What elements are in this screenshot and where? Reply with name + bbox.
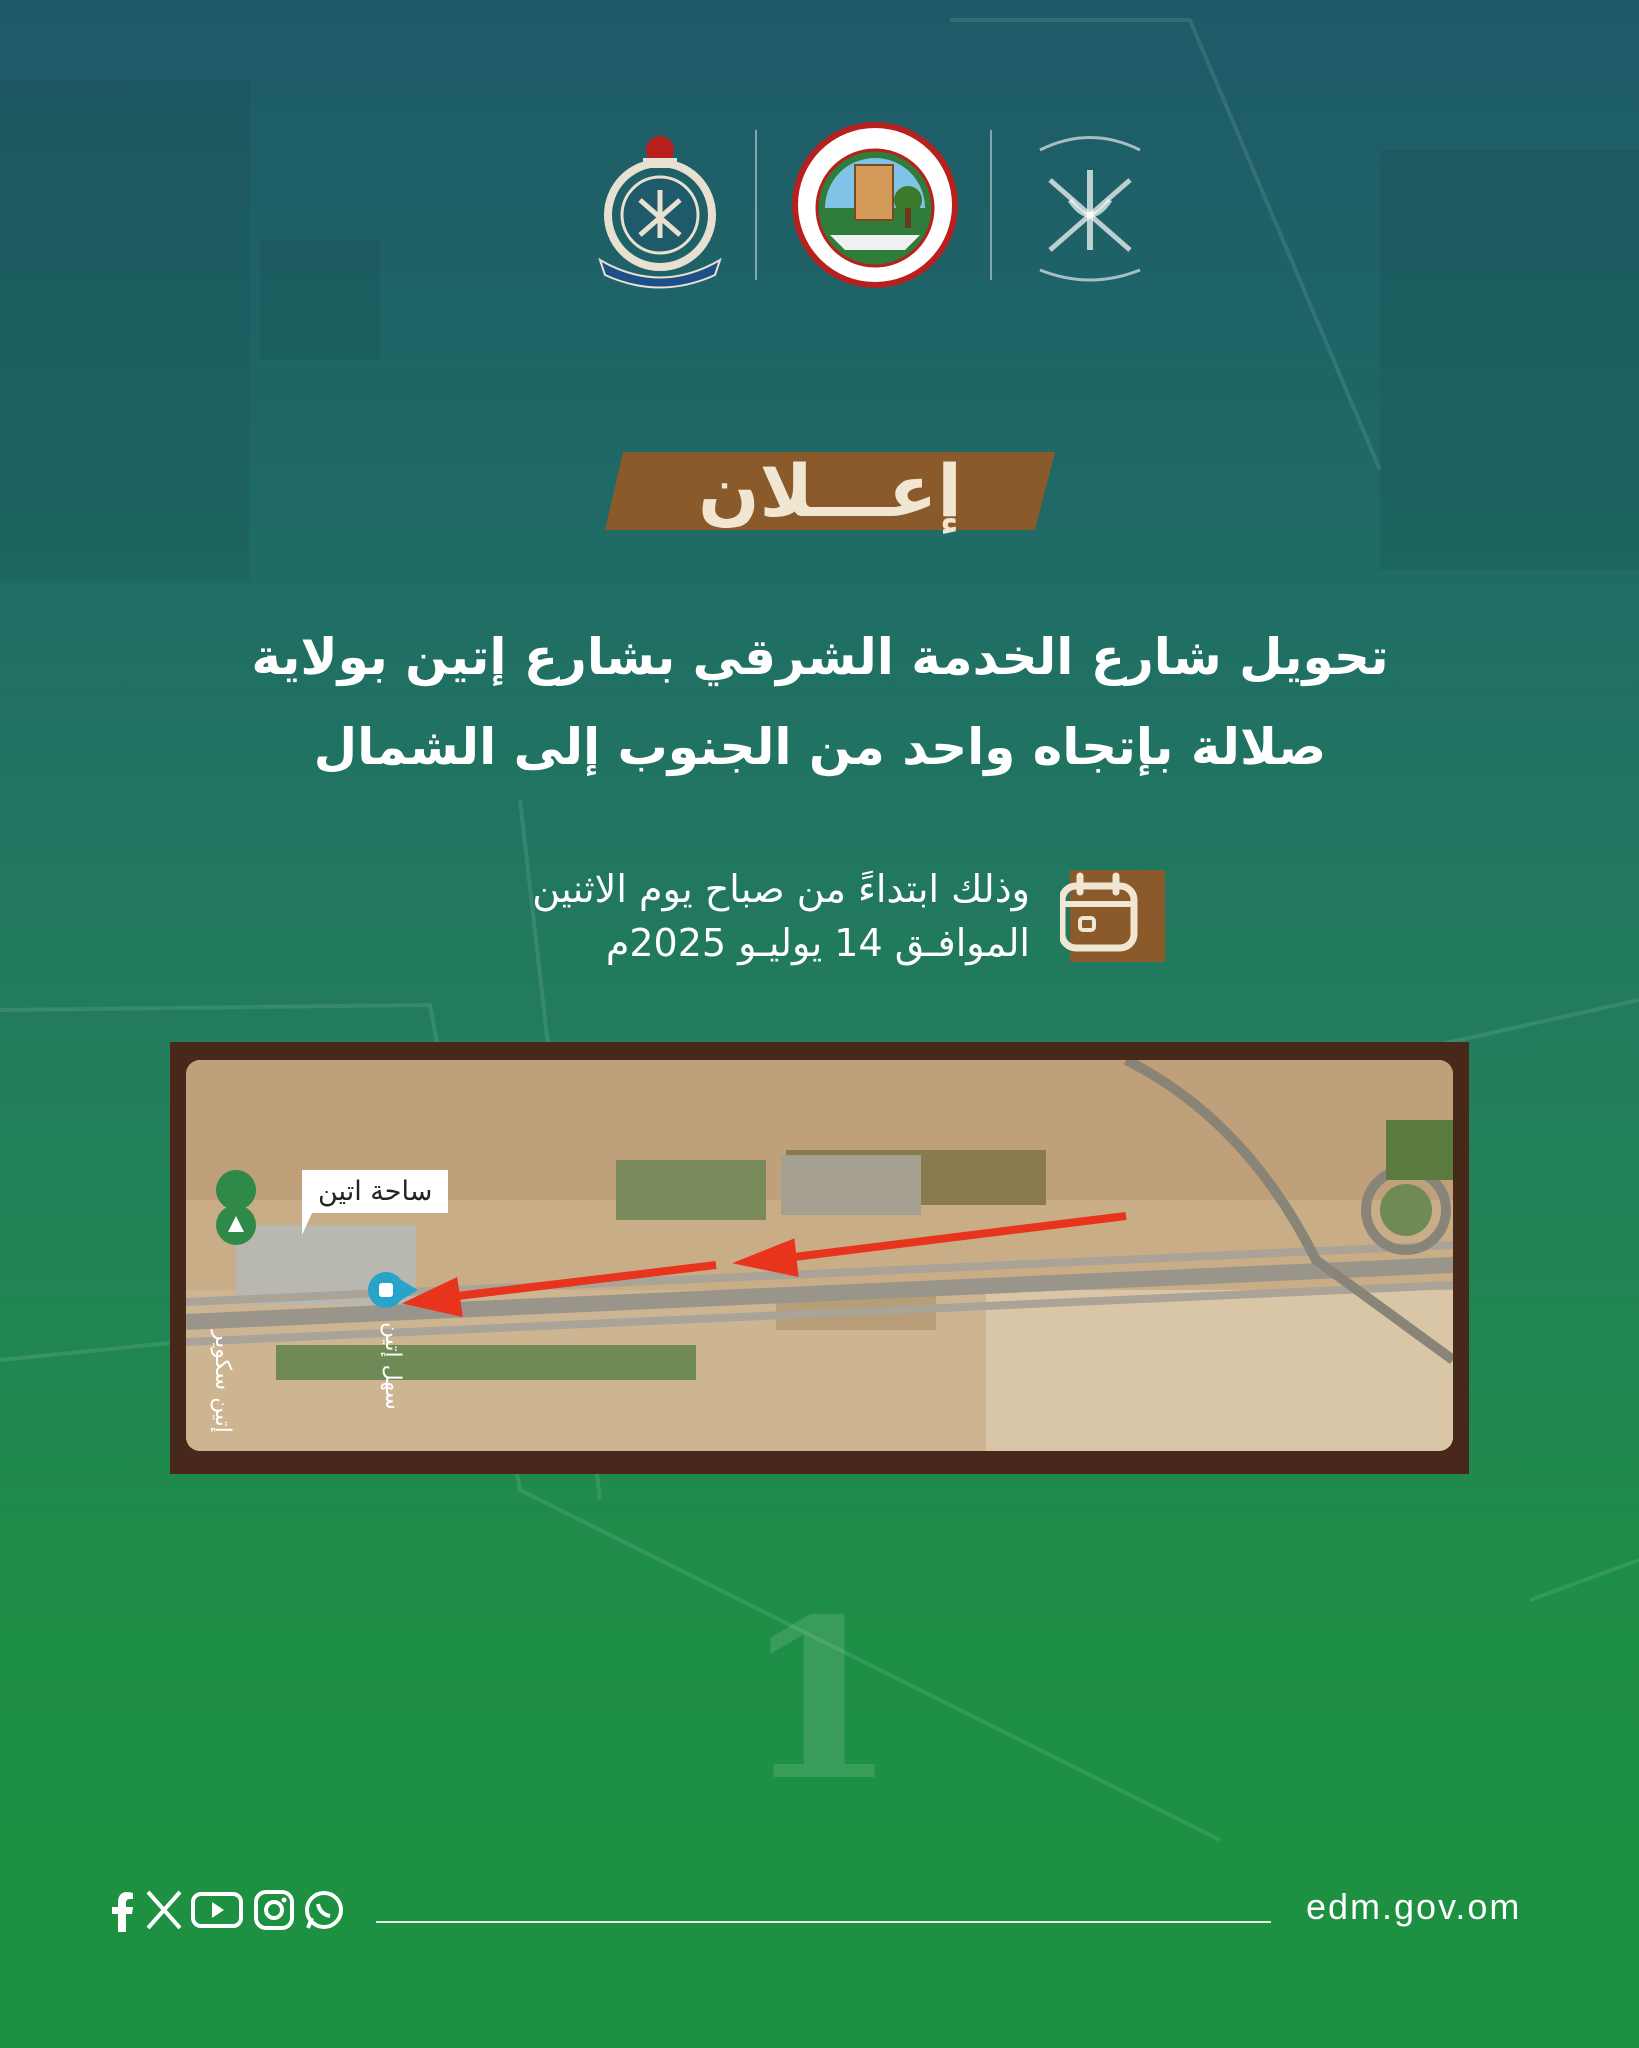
royal-oman-police-logo — [585, 120, 735, 294]
logo-divider — [990, 130, 992, 280]
youtube-icon[interactable] — [190, 1888, 234, 1932]
dhofar-municipality-logo — [790, 120, 960, 294]
road-label-center: سهل إتين — [380, 1322, 405, 1410]
date-line-2: الموافـق 14 يوليـو 2025م — [605, 921, 1030, 965]
logo-divider — [755, 130, 757, 280]
date-line-1: وذلك ابتداءً من صباح يوم الاثنين — [532, 867, 1030, 911]
headline-line-2: صلالة بإتجاه واحد من الجنوب إلى الشمال — [313, 718, 1327, 776]
map-callout-label: ساحة اتين — [302, 1170, 448, 1213]
satellite-map — [186, 1060, 1453, 1451]
website-link[interactable]: edm.gov.om — [1306, 1886, 1522, 1927]
instagram-icon[interactable] — [252, 1888, 296, 1932]
dhofar-governorate-emblem — [1020, 120, 1160, 294]
map-frame — [170, 1042, 1469, 1474]
page-number: 1 — [743, 1570, 897, 1829]
headline — [150, 612, 1490, 792]
announcement-title: إعـــلان — [698, 449, 962, 533]
headline-line-1: تحويل شارع الخدمة الشرقي بشارع إتين بولاية — [251, 628, 1389, 686]
x-icon[interactable] — [144, 1888, 188, 1932]
road-label-left: إتين سكوير — [210, 1330, 235, 1433]
footer-divider — [376, 1921, 1271, 1923]
date-text — [420, 862, 1030, 970]
social-icons — [108, 1888, 348, 1934]
logo-row — [560, 120, 1160, 300]
whatsapp-icon[interactable] — [302, 1888, 346, 1932]
calendar-icon — [1060, 870, 1165, 962]
